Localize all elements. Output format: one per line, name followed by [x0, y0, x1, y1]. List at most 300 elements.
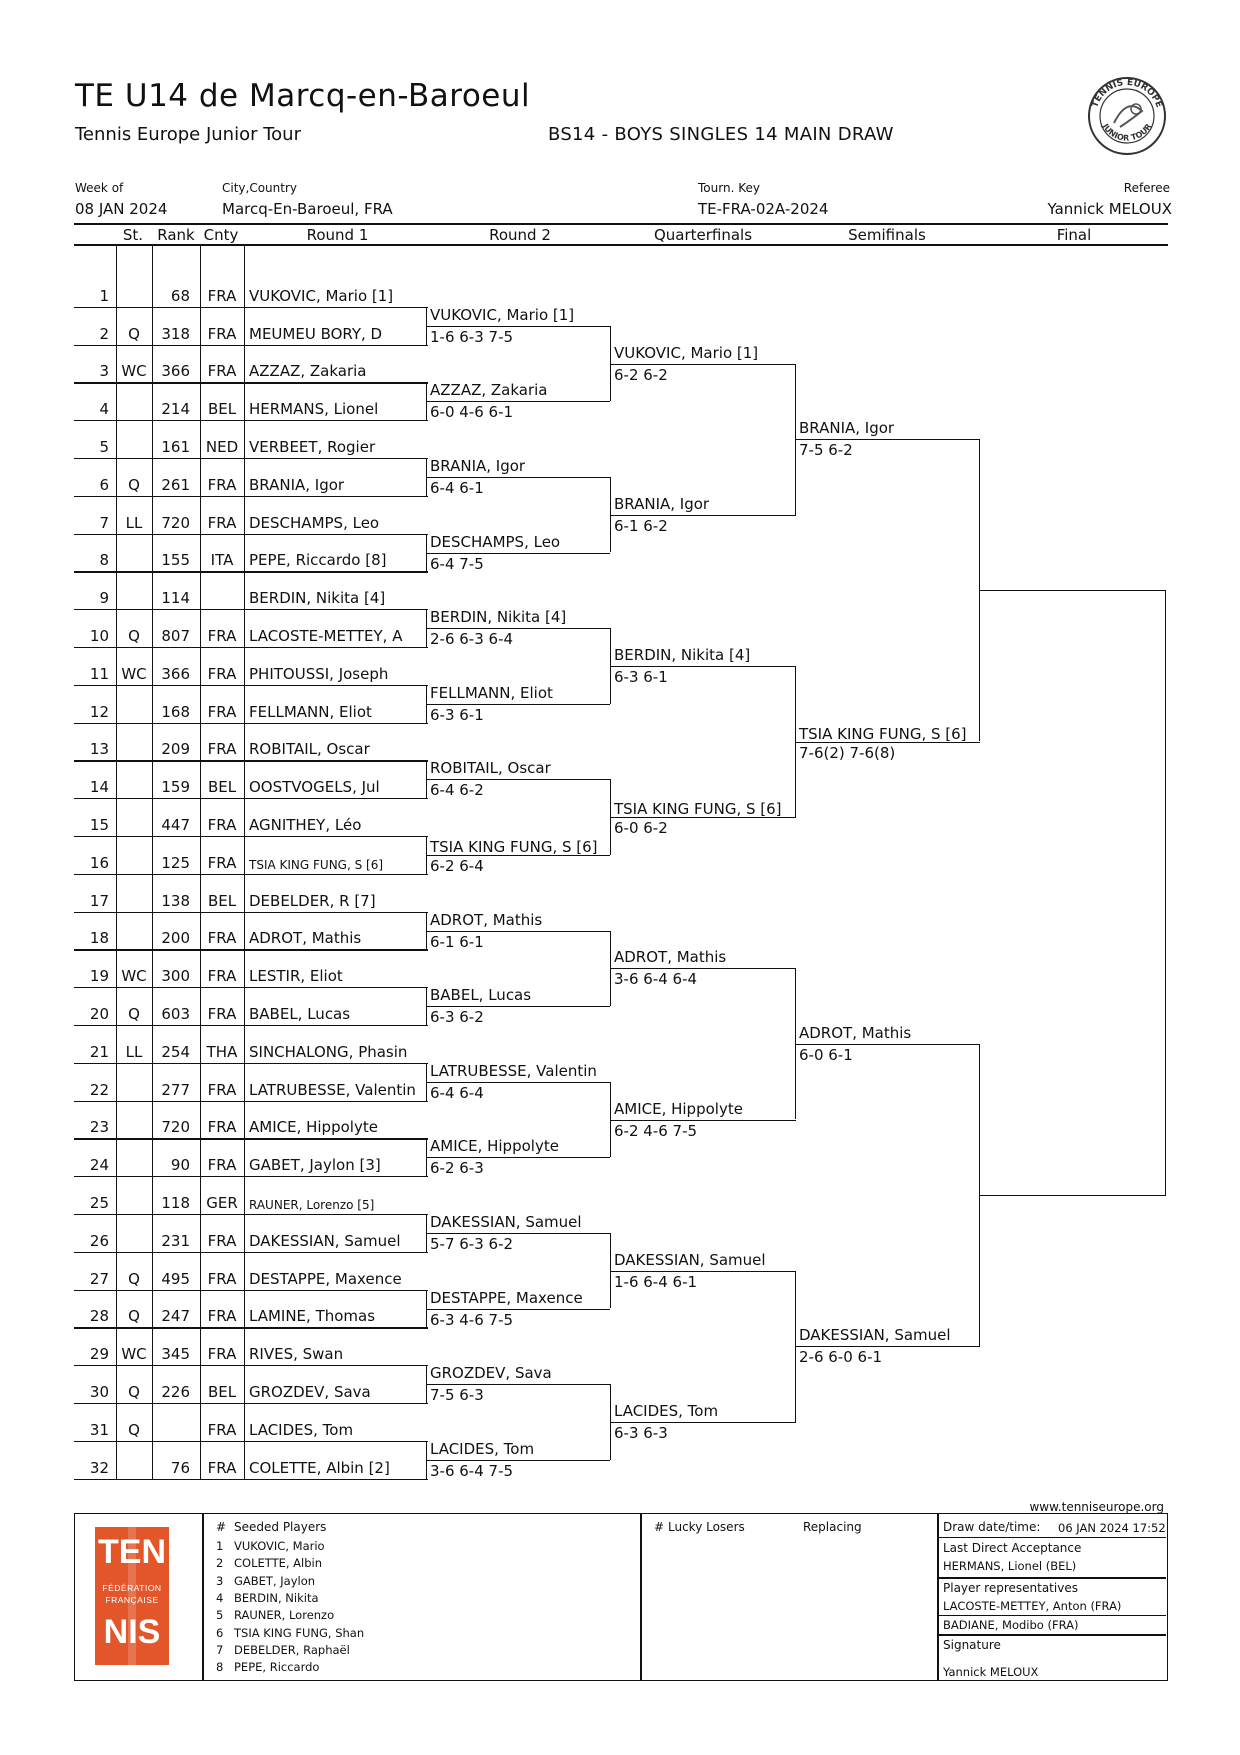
player-name: RIVES, Swan	[249, 1345, 344, 1364]
player-country: FRA	[207, 664, 237, 683]
player-rank: 214	[161, 400, 190, 419]
entry-status: WC	[121, 967, 147, 986]
player-country: FRA	[207, 1420, 237, 1439]
player-country: FRA	[207, 1231, 237, 1250]
player-country: FRA	[207, 1156, 237, 1175]
bracket-line	[74, 949, 428, 950]
bracket-line	[426, 1006, 610, 1007]
ffx-logo-bottom: NIS	[103, 1613, 161, 1651]
draw-position: 1	[99, 286, 109, 305]
bracket-line	[74, 1441, 428, 1442]
bracket-line	[610, 666, 796, 667]
player-rank: 155	[161, 551, 190, 570]
website-link[interactable]: www.tenniseurope.org	[1029, 1500, 1164, 1514]
draw-position: 11	[89, 664, 109, 683]
bracket-line	[74, 723, 428, 724]
footer-divider	[202, 1513, 204, 1681]
draw-position: 23	[89, 1118, 109, 1137]
bracket-line	[74, 382, 428, 383]
player-country: GER	[206, 1194, 238, 1212]
winner-name: BERDIN, Nikita [4]	[430, 608, 567, 627]
player-rep-1: LACOSTE-METTEY, Anton (FRA)	[943, 1599, 1122, 1613]
winner-name: AMICE, Hippolyte	[614, 1099, 743, 1118]
player-rank: 254	[161, 1042, 190, 1061]
seed-player-name: VUKOVIC, Mario	[234, 1539, 325, 1553]
draw-position: 8	[99, 551, 109, 570]
draw-position: 4	[99, 400, 109, 419]
match-score: 3-6 6-4 6-4	[614, 970, 698, 989]
entry-status: Q	[128, 1269, 140, 1288]
draw-position: 3	[99, 362, 109, 381]
player-rank: 159	[161, 778, 190, 797]
bracket-line	[610, 515, 796, 516]
player-country: FRA	[207, 929, 237, 948]
seed-player-name: DEBELDER, Raphaël	[234, 1642, 350, 1657]
player-reps-label: Player representatives	[943, 1581, 1078, 1595]
draw-name: BS14 - BOYS SINGLES 14 MAIN DRAW	[548, 124, 894, 145]
player-name: DESCHAMPS, Leo	[249, 513, 380, 532]
winner-name: BRANIA, Igor	[430, 456, 526, 475]
bracket-line	[74, 534, 428, 535]
player-name: PEPE, Riccardo [8]	[249, 551, 387, 570]
col-cnty: Cnty	[203, 226, 239, 244]
bracket-line	[426, 1233, 610, 1234]
bracket-line	[116, 246, 117, 1479]
last-direct-acceptance-value: HERMANS, Lionel (BEL)	[943, 1559, 1077, 1573]
bracket-line	[74, 1327, 428, 1328]
player-country: FRA	[207, 1345, 237, 1364]
player-name: LAMINE, Thomas	[249, 1307, 376, 1326]
draw-position: 24	[89, 1156, 109, 1175]
player-rank: 231	[161, 1231, 190, 1250]
header-rule-top	[74, 223, 1168, 225]
signature-value: Yannick MELOUX	[943, 1665, 1039, 1679]
svg-text:TENNIS EUROPE: TENNIS EUROPE	[1090, 77, 1164, 110]
match-score: 6-0 6-2	[614, 819, 668, 838]
draw-position: 17	[89, 891, 109, 910]
winner-name: BABEL, Lucas	[430, 986, 532, 1005]
player-rank: 366	[161, 362, 190, 381]
seed-number: 2	[216, 1556, 224, 1571]
player-name: BABEL, Lucas	[249, 1005, 351, 1023]
bracket-line	[426, 1384, 610, 1385]
player-name: GROZDEV, Sava	[249, 1383, 371, 1401]
player-name: DESTAPPE, Maxence	[249, 1269, 402, 1288]
player-rank: 261	[161, 475, 190, 494]
entry-status: Q	[128, 1383, 140, 1401]
bracket-line	[74, 1025, 428, 1026]
col-st: St.	[122, 226, 144, 244]
bracket-line	[426, 326, 610, 327]
bracket-line	[426, 1157, 610, 1158]
draw-position: 13	[89, 740, 109, 759]
player-name: ROBITAIL, Oscar	[249, 740, 370, 759]
entry-status: Q	[128, 1005, 140, 1023]
draw-date-label: Draw date/time:	[943, 1520, 1041, 1534]
winner-name: AZZAZ, Zakaria	[430, 381, 548, 400]
bracket-line	[74, 760, 428, 761]
player-name: TSIA KING FUNG, S [6]	[249, 857, 384, 872]
draw-position: 20	[89, 1005, 109, 1023]
referee-label: Referee	[1123, 181, 1170, 195]
winner-name: BRANIA, Igor	[799, 419, 895, 438]
player-rank: 68	[170, 286, 190, 305]
match-score: 6-0 6-1	[799, 1045, 853, 1064]
match-score: 1-6 6-4 6-1	[614, 1272, 698, 1291]
match-score: 7-5 6-3	[430, 1386, 484, 1405]
bracket-line	[426, 1082, 610, 1083]
match-score: 6-3 4-6 7-5	[430, 1310, 514, 1329]
player-name: VERBEET, Rogier	[249, 438, 376, 456]
bracket-line	[74, 1214, 428, 1215]
match-score: 7-6(2) 7-6(8)	[799, 743, 896, 762]
col-rank: Rank	[157, 226, 195, 244]
player-country: FRA	[207, 1307, 237, 1326]
player-name: LATRUBESSE, Valentin	[249, 1080, 416, 1099]
ffx-logo-top: TEN	[98, 1533, 166, 1571]
player-rank: 603	[161, 1005, 190, 1023]
draw-position: 28	[89, 1307, 109, 1326]
draw-position: 12	[89, 702, 109, 721]
tourn-key-value: TE-FRA-02A-2024	[698, 200, 829, 218]
seed-number: 1	[216, 1539, 224, 1553]
ffx-logo-mid1: FÉDÉRATION	[102, 1583, 162, 1593]
player-rank: 226	[161, 1383, 190, 1401]
winner-name: TSIA KING FUNG, S [6]	[614, 800, 782, 819]
winner-name: ROBITAIL, Oscar	[430, 759, 551, 778]
match-score: 6-3 6-1	[430, 705, 484, 724]
bracket-line	[74, 307, 428, 308]
match-score: 6-1 6-1	[430, 932, 484, 951]
player-country: ITA	[210, 551, 234, 570]
entry-status: WC	[121, 664, 147, 683]
bracket-line	[426, 477, 610, 478]
player-name: AGNITHEY, Léo	[249, 816, 362, 834]
draw-position: 14	[89, 778, 109, 797]
info-rule	[937, 1615, 1166, 1616]
col-round1: Round 1	[306, 226, 369, 244]
bracket-line	[979, 1195, 1166, 1196]
bracket-line	[610, 1120, 796, 1121]
player-rank: 720	[161, 1118, 190, 1137]
footer-divider	[937, 1513, 939, 1681]
player-rank: 277	[161, 1080, 190, 1099]
player-rank: 300	[161, 967, 190, 986]
draw-position: 29	[89, 1345, 109, 1364]
winner-name: AMICE, Hippolyte	[430, 1137, 559, 1156]
last-direct-acceptance-label: Last Direct Acceptance	[943, 1541, 1082, 1555]
winner-name: GROZDEV, Sava	[430, 1364, 552, 1383]
match-score: 6-4 6-4	[430, 1083, 484, 1102]
bracket-line	[74, 798, 428, 799]
player-name: BRANIA, Igor	[249, 475, 345, 494]
winner-name: DESCHAMPS, Leo	[430, 532, 561, 551]
player-name: OOSTVOGELS, Jul	[249, 778, 380, 797]
bracket-line	[426, 553, 610, 554]
lucky-losers-header: Lucky Losers	[668, 1520, 745, 1534]
player-rank: 366	[161, 664, 190, 683]
city-label: City,Country	[222, 181, 298, 195]
replacing-header: Replacing	[803, 1520, 862, 1534]
entry-status: Q	[128, 627, 140, 645]
entry-status: WC	[121, 362, 147, 381]
entry-status: Q	[128, 1420, 140, 1439]
player-name: GABET, Jaylon [3]	[249, 1156, 381, 1175]
player-rank: 168	[161, 702, 190, 721]
match-score: 6-0 4-6 6-1	[430, 403, 514, 422]
match-score: 6-3 6-3	[614, 1423, 668, 1442]
bracket-line	[74, 836, 428, 837]
winner-name: LACIDES, Tom	[614, 1401, 719, 1420]
player-country: FRA	[207, 1080, 237, 1099]
match-score: 5-7 6-3 6-2	[430, 1234, 514, 1253]
winner-name: TSIA KING FUNG, S [6]	[799, 724, 967, 743]
match-score: 1-6 6-3 7-5	[430, 327, 514, 346]
bracket-line	[74, 1290, 428, 1291]
match-score: 2-6 6-3 6-4	[430, 630, 514, 649]
bracket-line	[74, 1063, 428, 1064]
player-rank: 247	[161, 1307, 190, 1326]
seed-number: 4	[216, 1590, 224, 1605]
player-name: COLETTE, Albin [2]	[249, 1458, 390, 1477]
entry-status: Q	[128, 475, 140, 494]
bracket-line	[610, 1422, 796, 1423]
ffx-logo-mid2: FRANÇAISE	[105, 1595, 159, 1605]
tennis-europe-logo	[1086, 75, 1168, 157]
bracket-line	[610, 1271, 796, 1272]
bracket-line	[426, 704, 610, 705]
match-score: 6-3 6-2	[430, 1008, 484, 1027]
header-rule-bottom	[74, 244, 1168, 246]
svg-text:JUNIOR TOUR: JUNIOR TOUR	[1100, 122, 1154, 143]
player-name: HERMANS, Lionel	[249, 400, 379, 419]
week-label: Week of	[75, 181, 124, 195]
player-country: FRA	[207, 816, 237, 834]
player-name: LESTIR, Eliot	[249, 967, 343, 986]
bracket-line	[795, 439, 980, 440]
player-rank: 90	[170, 1156, 190, 1175]
player-country: BEL	[207, 778, 237, 797]
draw-position: 7	[99, 513, 109, 532]
seeded-hash: #	[216, 1520, 227, 1534]
winner-name: LATRUBESSE, Valentin	[430, 1061, 597, 1080]
bracket-line	[74, 685, 428, 686]
bracket-line	[426, 628, 610, 629]
bracket-line	[74, 647, 428, 648]
match-score: 6-2 6-3	[430, 1159, 484, 1178]
bracket-line	[74, 1252, 428, 1253]
match-score: 6-4 7-5	[430, 554, 484, 573]
city-value: Marcq-En-Baroeul, FRA	[222, 200, 393, 218]
player-name: VUKOVIC, Mario [1]	[249, 286, 394, 305]
player-country: FRA	[207, 1458, 237, 1477]
draw-position: 32	[89, 1458, 109, 1477]
player-country: THA	[206, 1042, 238, 1061]
winner-name: FELLMANN, Eliot	[430, 683, 553, 702]
match-score: 6-2 4-6 7-5	[614, 1121, 698, 1140]
player-name: PHITOUSSI, Joseph	[249, 664, 389, 683]
bracket-line	[74, 912, 428, 913]
player-country: BEL	[207, 891, 237, 910]
bracket-line	[426, 931, 610, 932]
player-rank: 76	[170, 1458, 190, 1477]
match-score: 6-1 6-2	[614, 516, 668, 535]
seed-number: 5	[216, 1608, 224, 1623]
info-rule	[937, 1537, 1166, 1538]
player-country: BEL	[207, 1383, 237, 1401]
draw-position: 6	[99, 475, 109, 494]
player-rank: 114	[161, 589, 190, 608]
match-score: 6-4 6-2	[430, 781, 484, 800]
winner-name: VUKOVIC, Mario [1]	[614, 343, 759, 362]
draw-position: 31	[89, 1420, 109, 1439]
draw-position: 26	[89, 1231, 109, 1250]
seed-player-name: PEPE, Riccardo	[234, 1660, 320, 1675]
col-final: Final	[1056, 226, 1092, 244]
match-score: 7-5 6-2	[799, 441, 853, 460]
col-round2: Round 2	[489, 226, 551, 244]
winner-name: BERDIN, Nikita [4]	[614, 645, 751, 664]
winner-name: DAKESSIAN, Samuel	[614, 1250, 766, 1269]
player-name: DEBELDER, R [7]	[249, 891, 376, 910]
entry-status: LL	[125, 513, 143, 532]
player-country: FRA	[207, 513, 237, 532]
player-rep-2: BADIANE, Modibo (FRA)	[943, 1618, 1079, 1632]
bracket-line	[1165, 590, 1166, 1195]
winner-name: VUKOVIC, Mario [1]	[430, 305, 575, 324]
player-country: NED	[205, 438, 239, 456]
bracket-line	[74, 874, 428, 875]
match-score: 6-4 6-1	[430, 478, 484, 497]
player-rank: 345	[161, 1345, 190, 1364]
winner-name: TSIA KING FUNG, S [6]	[430, 837, 598, 856]
bracket-line	[244, 246, 245, 1479]
bracket-line	[426, 401, 610, 402]
player-name: MEUMEU BORY, D	[249, 324, 383, 343]
col-semifinals: Semifinals	[848, 226, 926, 244]
draw-position: 22	[89, 1080, 109, 1099]
player-rank: 200	[161, 929, 190, 948]
player-name: RAUNER, Lorenzo [5]	[249, 1198, 375, 1212]
bracket-line	[74, 987, 428, 988]
lucky-hash: #	[654, 1520, 665, 1534]
draw-position: 9	[99, 589, 109, 608]
player-name: BERDIN, Nikita [4]	[249, 589, 386, 608]
ffx-logo	[95, 1527, 169, 1665]
bracket-line	[795, 1346, 980, 1347]
ffx-logo-stripe	[128, 1527, 136, 1665]
draw-position: 16	[89, 853, 109, 872]
player-country: FRA	[207, 362, 237, 381]
draw-position: 25	[89, 1194, 109, 1212]
player-name: LACIDES, Tom	[249, 1420, 354, 1439]
player-rank: 118	[161, 1194, 190, 1212]
info-rule	[937, 1577, 1166, 1579]
tour-subtitle: Tennis Europe Junior Tour	[75, 124, 301, 145]
bracket-line	[74, 1479, 428, 1480]
player-name: ADROT, Mathis	[249, 929, 362, 948]
winner-name: DAKESSIAN, Samuel	[430, 1212, 582, 1231]
bracket-line	[74, 1101, 428, 1102]
player-rank: 720	[161, 513, 190, 532]
seed-player-name: COLETTE, Albin	[234, 1556, 323, 1571]
player-country: FRA	[207, 286, 237, 305]
player-country: FRA	[207, 1118, 237, 1137]
seed-number: 7	[216, 1642, 224, 1657]
bracket-line	[610, 364, 796, 365]
draw-position: 15	[89, 816, 109, 834]
entry-status: Q	[128, 324, 140, 343]
player-name: LACOSTE-METTEY, A	[249, 627, 403, 645]
match-score: 2-6 6-0 6-1	[799, 1348, 883, 1367]
player-country: FRA	[207, 967, 237, 986]
seeded-players-header: Seeded Players	[234, 1520, 327, 1534]
player-rank: 125	[161, 853, 190, 872]
player-country: BEL	[207, 400, 237, 419]
bracket-line	[426, 779, 610, 780]
player-country: FRA	[207, 1269, 237, 1288]
player-country: FRA	[207, 627, 237, 645]
seed-number: 8	[216, 1660, 224, 1675]
player-name: SINCHALONG, Phasin	[249, 1042, 408, 1061]
bracket-line	[979, 590, 1166, 591]
player-name: AMICE, Hippolyte	[249, 1118, 378, 1137]
bracket-line	[74, 1365, 428, 1366]
bracket-line	[74, 609, 428, 610]
col-quarterfinals: Quarterfinals	[653, 226, 753, 244]
draw-position: 19	[89, 967, 109, 986]
seed-number: 3	[216, 1573, 224, 1588]
player-country: FRA	[207, 740, 237, 759]
bracket-line	[74, 1138, 428, 1139]
player-rank: 807	[161, 627, 190, 645]
tournament-title: TE U14 de Marcq-en-Baroeul	[75, 78, 531, 114]
player-name: DAKESSIAN, Samuel	[249, 1231, 401, 1250]
referee-value: Yannick MELOUX	[1047, 200, 1172, 218]
seed-number: 6	[216, 1625, 224, 1640]
draw-position: 5	[99, 438, 109, 456]
match-score: 6-3 6-1	[614, 667, 668, 686]
draw-position: 18	[89, 929, 109, 948]
info-rule	[937, 1634, 1166, 1636]
player-country: FRA	[207, 853, 237, 872]
player-rank: 495	[161, 1269, 190, 1288]
player-country: FRA	[207, 1005, 237, 1023]
match-score: 6-2 6-4	[430, 856, 484, 875]
bracket-line	[74, 458, 428, 459]
entry-status: WC	[121, 1345, 147, 1364]
tourn-key-label: Tourn. Key	[698, 181, 760, 195]
player-rank: 138	[161, 891, 190, 910]
bracket-line	[426, 1460, 610, 1461]
bracket-line	[795, 1044, 980, 1045]
draw-date-value: 06 JAN 2024 17:52	[1058, 1521, 1166, 1535]
signature-label: Signature	[943, 1638, 1001, 1652]
winner-name: LACIDES, Tom	[430, 1439, 535, 1458]
player-rank: 209	[161, 740, 190, 759]
seed-player-name: TSIA KING FUNG, Shan	[234, 1625, 365, 1640]
winner-name: DESTAPPE, Maxence	[430, 1288, 583, 1307]
player-country: FRA	[207, 324, 237, 343]
player-rank: 318	[161, 324, 190, 343]
bracket-line	[74, 420, 428, 421]
bracket-line	[610, 968, 796, 969]
match-score: 3-6 6-4 7-5	[430, 1461, 514, 1480]
player-country: FRA	[207, 702, 237, 721]
player-rank: 447	[161, 816, 190, 834]
player-rank: 161	[161, 438, 190, 456]
draw-position: 30	[89, 1383, 109, 1401]
